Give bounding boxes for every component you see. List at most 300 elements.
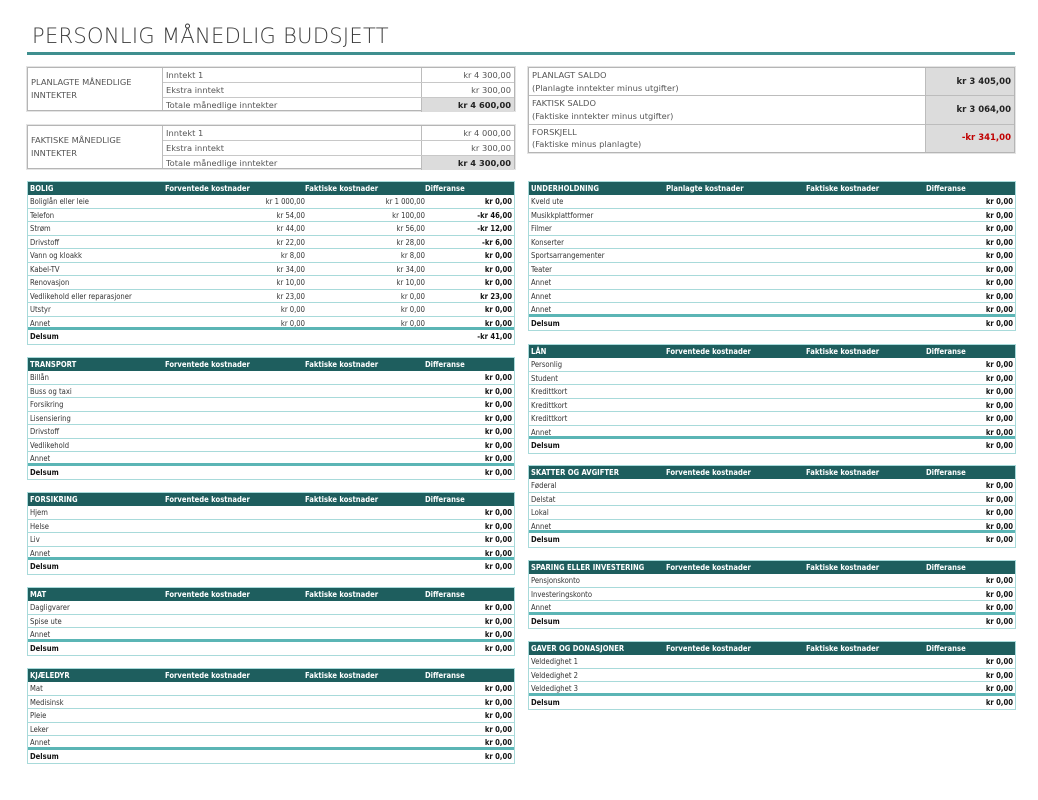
- income-row: [163, 141, 514, 156]
- column-header-expected: Forventede kostnader: [666, 468, 751, 477]
- expected-cost-cell[interactable]: kr 0,00: [280, 318, 305, 328]
- row-label: Kredittkort: [531, 400, 568, 410]
- column-header-expected: Planlagte kostnader: [666, 184, 744, 193]
- table-row: [529, 263, 1015, 277]
- income-total-label: Totale månedlige inntekter: [163, 156, 422, 170]
- actual-cost-cell[interactable]: [305, 709, 425, 722]
- expected-cost-cell[interactable]: kr 54,00: [276, 210, 305, 220]
- table-row: [529, 479, 1015, 493]
- expected-cost-cell[interactable]: [666, 195, 806, 208]
- column-header-difference: Differanse: [425, 184, 465, 193]
- table-header: [529, 642, 1015, 655]
- table-row: [28, 425, 514, 439]
- expected-cost-cell[interactable]: [666, 426, 806, 437]
- expected-cost-cell[interactable]: [666, 263, 806, 276]
- row-label: Telefon: [30, 210, 55, 220]
- difference-cell: kr 0,00: [484, 697, 512, 707]
- actual-cost-cell[interactable]: kr 8,00: [400, 251, 425, 260]
- income-row-label: Ekstra inntekt: [163, 141, 422, 155]
- actual-cost-cell[interactable]: [806, 358, 926, 371]
- expected-cost-cell[interactable]: [666, 479, 806, 492]
- subtotal-label: Delsum: [531, 441, 560, 450]
- difference-cell: kr 0,00: [484, 305, 512, 314]
- table-row: [529, 669, 1015, 683]
- table-row: [529, 426, 1015, 440]
- row-label: Vedlikehold: [30, 440, 70, 450]
- row-label: Kredittkort: [531, 414, 568, 423]
- actual-cost-cell[interactable]: [806, 209, 926, 222]
- expected-cost-cell[interactable]: [666, 303, 806, 314]
- subtotal-label: Delsum: [531, 616, 560, 626]
- table-row: [28, 385, 514, 399]
- actual-cost-cell[interactable]: [806, 655, 926, 668]
- table-row: [529, 276, 1015, 290]
- actual-cost-cell[interactable]: [806, 385, 926, 398]
- table-row: [529, 588, 1015, 602]
- table-kjaeledyr: [27, 668, 515, 764]
- difference-cell: kr 0,00: [985, 481, 1013, 490]
- table-row: [28, 263, 514, 277]
- difference-cell: kr 0,00: [484, 630, 512, 639]
- actual-cost-cell[interactable]: kr 34,00: [396, 264, 425, 274]
- planned-balance-subtitle: (Planlagte inntekter minus utgifter): [532, 82, 679, 93]
- row-label: Strøm: [30, 224, 51, 233]
- difference-cell: kr 0,00: [484, 197, 512, 206]
- table-row: [529, 385, 1015, 399]
- expected-cost-cell[interactable]: [165, 628, 305, 639]
- income-row-label: Ekstra inntekt: [163, 83, 422, 97]
- subtotal-row: [529, 439, 1015, 453]
- column-header-difference: Differanse: [926, 347, 966, 356]
- row-label: Drivstoff: [30, 427, 60, 436]
- table-row: [28, 601, 514, 615]
- table-row: [529, 493, 1015, 507]
- table-header: [529, 561, 1015, 574]
- expected-cost-cell[interactable]: [165, 533, 305, 546]
- difference-cell: kr 0,00: [985, 670, 1013, 680]
- expected-cost-cell[interactable]: [666, 520, 806, 531]
- difference-cell: kr 0,00: [484, 711, 512, 720]
- planned-balance-row: [529, 68, 1014, 96]
- subtotal-expected: [666, 533, 806, 547]
- actual-income-label: FAKTISKE MÅNEDLIGE INNTEKTER: [28, 126, 163, 168]
- column-header-expected: Forventede kostnader: [165, 590, 250, 599]
- actual-cost-cell[interactable]: [806, 249, 926, 262]
- difference-cell: kr 0,00: [484, 738, 512, 747]
- subtotal-row: [529, 317, 1015, 331]
- subtotal-difference: -kr 41,00: [477, 332, 512, 341]
- difference-cell: kr 0,00: [484, 440, 512, 450]
- expected-cost-cell[interactable]: kr 0,00: [280, 305, 305, 314]
- planned-income-box: [27, 67, 515, 111]
- difference-title: FORSKJELL: [532, 126, 577, 137]
- difference-cell: kr 23,00: [480, 291, 512, 301]
- difference-cell: kr 0,00: [985, 237, 1013, 247]
- actual-cost-cell[interactable]: [806, 195, 926, 208]
- income-row: [163, 68, 514, 83]
- expected-cost-cell[interactable]: [666, 209, 806, 222]
- expected-cost-cell[interactable]: [165, 696, 305, 709]
- difference-cell: kr 0,00: [985, 494, 1013, 504]
- actual-cost-cell[interactable]: [305, 385, 425, 398]
- income-row-value[interactable]: kr 300,00: [471, 85, 511, 95]
- actual-cost-cell[interactable]: [806, 520, 926, 531]
- difference-cell: kr 0,00: [484, 616, 512, 626]
- income-row-value[interactable]: kr 4 000,00: [463, 128, 511, 138]
- subtotal-row: [28, 642, 514, 656]
- difference-cell: kr 0,00: [985, 264, 1013, 274]
- subtotal-row: [529, 615, 1015, 629]
- actual-cost-cell[interactable]: [305, 398, 425, 411]
- row-label: Forsikring: [30, 400, 64, 409]
- actual-cost-cell[interactable]: [806, 412, 926, 425]
- category-title: SPARING ELLER INVESTERING: [531, 563, 645, 572]
- subtotal-difference: kr 0,00: [985, 697, 1013, 707]
- income-row-label: Inntekt 1: [163, 126, 422, 140]
- expected-cost-cell[interactable]: kr 44,00: [276, 224, 305, 233]
- expected-cost-cell[interactable]: [165, 371, 305, 384]
- actual-cost-cell[interactable]: [305, 682, 425, 695]
- subtotal-difference: kr 0,00: [985, 318, 1013, 328]
- table-row: [28, 723, 514, 737]
- table-gaver: [528, 641, 1016, 710]
- expected-cost-cell[interactable]: [165, 615, 305, 628]
- row-label: Delstat: [531, 494, 556, 504]
- row-label: Føderal: [531, 481, 557, 490]
- table-mat: [27, 587, 515, 656]
- difference-cell: kr 0,00: [985, 210, 1013, 220]
- difference-cell: kr 0,00: [484, 251, 512, 260]
- expected-cost-cell[interactable]: kr 10,00: [276, 278, 305, 287]
- subtotal-label: Delsum: [531, 535, 560, 544]
- difference-cell: kr 0,00: [985, 508, 1013, 517]
- actual-cost-cell[interactable]: [806, 399, 926, 412]
- row-label: Annet: [531, 603, 552, 612]
- expected-cost-cell[interactable]: [666, 236, 806, 249]
- expected-cost-cell[interactable]: [666, 493, 806, 506]
- column-header-difference: Differanse: [425, 360, 465, 369]
- difference-cell: kr 0,00: [985, 251, 1013, 260]
- expected-cost-cell[interactable]: kr 34,00: [276, 264, 305, 274]
- planned-balance-value: kr 3 405,00: [926, 68, 1014, 95]
- subtotal-difference: kr 0,00: [484, 467, 512, 477]
- row-label: Annet: [30, 318, 51, 328]
- subtotal-label: Delsum: [30, 332, 59, 341]
- actual-cost-cell[interactable]: [305, 439, 425, 452]
- column-header-actual: Faktiske kostnader: [305, 495, 379, 504]
- subtotal-actual: [305, 642, 425, 656]
- actual-cost-cell[interactable]: kr 0,00: [400, 291, 425, 301]
- title-divider: [27, 52, 1015, 55]
- actual-cost-cell[interactable]: kr 1 000,00: [385, 197, 425, 206]
- actual-cost-cell[interactable]: [305, 371, 425, 384]
- actual-cost-cell[interactable]: [305, 547, 425, 558]
- table-row: [529, 412, 1015, 426]
- expected-cost-cell[interactable]: [666, 588, 806, 601]
- expected-cost-cell[interactable]: [666, 506, 806, 519]
- column-header-expected: Forventede kostnader: [666, 347, 751, 356]
- column-header-difference: Differanse: [425, 495, 465, 504]
- expected-cost-cell[interactable]: [666, 574, 806, 587]
- subtotal-row: [529, 696, 1015, 710]
- income-total-label: Totale månedlige inntekter: [163, 98, 422, 112]
- column-header-actual: Faktiske kostnader: [806, 184, 880, 193]
- expected-cost-cell[interactable]: kr 8,00: [280, 251, 305, 260]
- expected-cost-cell[interactable]: kr 1 000,00: [265, 197, 305, 206]
- table-row: [529, 209, 1015, 223]
- actual-cost-cell[interactable]: [305, 412, 425, 425]
- income-row: [163, 126, 514, 141]
- difference-cell: kr 0,00: [484, 264, 512, 274]
- actual-cost-cell[interactable]: [305, 736, 425, 747]
- expected-cost-cell[interactable]: [666, 601, 806, 612]
- subtotal-difference: kr 0,00: [985, 441, 1013, 450]
- difference-cell: -kr 46,00: [477, 210, 512, 220]
- table-row: [529, 290, 1015, 304]
- column-header-actual: Faktiske kostnader: [305, 360, 379, 369]
- expected-cost-cell[interactable]: [666, 682, 806, 693]
- subtotal-label: Delsum: [30, 562, 59, 571]
- expected-cost-cell[interactable]: [165, 506, 305, 519]
- actual-cost-cell[interactable]: kr 28,00: [396, 237, 425, 247]
- actual-cost-cell[interactable]: [806, 601, 926, 612]
- table-underholdning: [528, 181, 1016, 331]
- subtotal-actual: [806, 615, 926, 629]
- actual-cost-cell[interactable]: [305, 452, 425, 463]
- income-row-label: Inntekt 1: [163, 68, 422, 82]
- row-label: Sportsarrangementer: [531, 251, 605, 260]
- table-row: [529, 655, 1015, 669]
- table-row: [529, 520, 1015, 534]
- expected-cost-cell[interactable]: [165, 412, 305, 425]
- actual-cost-cell[interactable]: [305, 696, 425, 709]
- row-label: Annet: [30, 630, 51, 639]
- subtotal-difference: kr 0,00: [484, 751, 512, 761]
- table-header: [28, 493, 514, 506]
- column-header-difference: Differanse: [926, 468, 966, 477]
- row-label: Pensjonskonto: [531, 576, 580, 585]
- expected-cost-cell[interactable]: kr 23,00: [276, 291, 305, 301]
- difference-cell: kr 0,00: [484, 521, 512, 531]
- subtotal-actual: [305, 560, 425, 574]
- category-title: UNDERHOLDNING: [531, 184, 599, 193]
- actual-cost-cell[interactable]: [305, 425, 425, 438]
- column-header-expected: Forventede kostnader: [666, 563, 751, 572]
- subtotal-actual: [305, 750, 425, 764]
- actual-cost-cell[interactable]: kr 10,00: [396, 278, 425, 287]
- table-row: [28, 696, 514, 710]
- table-row: [529, 249, 1015, 263]
- difference-cell: kr 0,00: [484, 535, 512, 544]
- table-bolig: [27, 181, 515, 345]
- table-header: [529, 182, 1015, 195]
- difference-cell: -kr 12,00: [477, 224, 512, 233]
- actual-cost-cell[interactable]: [806, 588, 926, 601]
- difference-cell: kr 0,00: [985, 278, 1013, 287]
- difference-cell: kr 0,00: [985, 197, 1013, 206]
- actual-cost-cell[interactable]: [806, 493, 926, 506]
- category-title: TRANSPORT: [30, 360, 77, 369]
- table-row: [28, 317, 514, 331]
- difference-cell: kr 0,00: [985, 224, 1013, 233]
- expected-cost-cell[interactable]: [666, 222, 806, 235]
- expected-cost-cell[interactable]: [165, 682, 305, 695]
- actual-balance-value: kr 3 064,00: [926, 96, 1014, 123]
- planned-balance-title: PLANLAGT SALDO: [532, 70, 607, 80]
- actual-cost-cell[interactable]: kr 100,00: [392, 210, 425, 220]
- expected-cost-cell[interactable]: [666, 412, 806, 425]
- actual-cost-cell[interactable]: [806, 506, 926, 519]
- row-label: Veldedighet 1: [531, 657, 579, 666]
- subtotal-expected: [165, 560, 305, 574]
- income-row-value[interactable]: kr 300,00: [471, 143, 511, 153]
- difference-cell: kr 0,00: [484, 400, 512, 409]
- subtotal-expected: [666, 317, 806, 331]
- difference-cell: kr 0,00: [484, 386, 512, 396]
- row-label: Veldedighet 2: [531, 670, 579, 680]
- expected-cost-cell[interactable]: [165, 398, 305, 411]
- category-title: LÅN: [531, 347, 547, 356]
- expected-cost-cell[interactable]: [666, 290, 806, 303]
- table-row: [529, 372, 1015, 386]
- expected-cost-cell[interactable]: [666, 372, 806, 385]
- table-row: [28, 276, 514, 290]
- difference-cell: kr 0,00: [985, 521, 1013, 531]
- expected-cost-cell[interactable]: [165, 425, 305, 438]
- table-row: [28, 398, 514, 412]
- expected-cost-cell[interactable]: [666, 276, 806, 289]
- row-label: Teater: [531, 264, 552, 274]
- actual-cost-cell[interactable]: [806, 222, 926, 235]
- actual-cost-cell[interactable]: kr 0,00: [400, 305, 425, 314]
- column-header-expected: Forventede kostnader: [165, 495, 250, 504]
- subtotal-difference: kr 0,00: [985, 535, 1013, 544]
- difference-cell: kr 0,00: [484, 724, 512, 734]
- actual-cost-cell[interactable]: [305, 533, 425, 546]
- actual-cost-cell[interactable]: [806, 682, 926, 693]
- difference-cell: kr 0,00: [985, 387, 1013, 396]
- expected-cost-cell[interactable]: [165, 520, 305, 533]
- row-label: Liv: [30, 535, 40, 544]
- expected-cost-cell[interactable]: [165, 601, 305, 614]
- actual-cost-cell[interactable]: [806, 290, 926, 303]
- row-label: Renovasjon: [30, 278, 70, 287]
- expected-cost-cell[interactable]: [165, 385, 305, 398]
- row-label: Annet: [531, 521, 552, 531]
- row-label: Hjem: [30, 508, 48, 517]
- table-row: [28, 709, 514, 723]
- table-row: [28, 236, 514, 250]
- column-header-actual: Faktiske kostnader: [806, 468, 880, 477]
- difference-cell: kr 0,00: [484, 427, 512, 436]
- table-row: [529, 222, 1015, 236]
- subtotal-actual: [806, 317, 926, 331]
- actual-cost-cell[interactable]: [806, 372, 926, 385]
- table-row: [529, 506, 1015, 520]
- row-label: Kabel-TV: [30, 264, 60, 274]
- row-label: Lisensiering: [30, 413, 71, 423]
- difference-cell: kr 0,00: [985, 305, 1013, 314]
- row-label: Annet: [30, 454, 51, 463]
- actual-cost-cell[interactable]: [305, 506, 425, 519]
- actual-cost-cell[interactable]: [305, 601, 425, 614]
- expected-cost-cell[interactable]: [165, 723, 305, 736]
- actual-balance-subtitle: (Faktiske inntekter minus utgifter): [532, 110, 674, 121]
- actual-cost-cell[interactable]: kr 0,00: [400, 318, 425, 328]
- page-title: PERSONLIG MÅNEDLIG BUDSJETT: [32, 24, 389, 48]
- actual-cost-cell[interactable]: [806, 276, 926, 289]
- income-total-value: kr 4 600,00: [422, 98, 514, 112]
- table-laan: [528, 344, 1016, 454]
- actual-cost-cell[interactable]: [806, 263, 926, 276]
- row-label: Lokal: [531, 508, 549, 517]
- subtotal-label: Delsum: [531, 318, 560, 328]
- subtotal-actual: [806, 439, 926, 453]
- difference-cell: kr 0,00: [985, 589, 1013, 599]
- row-label: Spise ute: [30, 616, 62, 626]
- column-header-difference: Differanse: [926, 184, 966, 193]
- actual-cost-cell[interactable]: [305, 628, 425, 639]
- row-label: Mat: [30, 684, 43, 693]
- row-label: Pleie: [30, 711, 47, 720]
- table-row: [28, 439, 514, 453]
- expected-cost-cell[interactable]: [165, 439, 305, 452]
- row-label: Annet: [531, 291, 552, 301]
- subtotal-row: [28, 330, 514, 344]
- difference-cell: kr 0,00: [484, 603, 512, 612]
- table-row: [28, 412, 514, 426]
- expected-cost-cell[interactable]: [666, 249, 806, 262]
- column-header-difference: Differanse: [926, 563, 966, 572]
- difference-cell: -kr 6,00: [482, 237, 512, 247]
- actual-cost-cell[interactable]: [806, 479, 926, 492]
- subtotal-difference: kr 0,00: [985, 616, 1013, 626]
- row-label: Kveld ute: [531, 197, 564, 206]
- expected-cost-cell[interactable]: [666, 399, 806, 412]
- expected-cost-cell[interactable]: [165, 452, 305, 463]
- table-row: [28, 303, 514, 317]
- actual-cost-cell[interactable]: [806, 236, 926, 249]
- actual-cost-cell[interactable]: [806, 303, 926, 314]
- expected-cost-cell[interactable]: [666, 669, 806, 682]
- expected-cost-cell[interactable]: kr 22,00: [276, 237, 305, 247]
- table-row: [529, 195, 1015, 209]
- column-header-actual: Faktiske kostnader: [806, 644, 880, 653]
- subtotal-actual: [806, 696, 926, 710]
- column-header-actual: Faktiske kostnader: [806, 347, 880, 356]
- table-row: [28, 195, 514, 209]
- expected-cost-cell[interactable]: [666, 358, 806, 371]
- expected-cost-cell[interactable]: [165, 736, 305, 747]
- actual-cost-cell[interactable]: kr 56,00: [396, 224, 425, 233]
- actual-cost-cell[interactable]: [806, 574, 926, 587]
- actual-cost-cell[interactable]: [305, 723, 425, 736]
- expected-cost-cell[interactable]: [666, 655, 806, 668]
- expected-cost-cell[interactable]: [666, 385, 806, 398]
- income-row-value[interactable]: kr 4 300,00: [463, 70, 511, 80]
- expected-cost-cell[interactable]: [165, 547, 305, 558]
- actual-cost-cell[interactable]: [305, 520, 425, 533]
- row-label: Personlig: [531, 360, 563, 369]
- actual-cost-cell[interactable]: [305, 615, 425, 628]
- expected-cost-cell[interactable]: [165, 709, 305, 722]
- actual-cost-cell[interactable]: [806, 426, 926, 437]
- actual-cost-cell[interactable]: [806, 669, 926, 682]
- subtotal-expected: [165, 466, 305, 480]
- row-label: Konserter: [531, 237, 564, 247]
- column-header-expected: Forventede kostnader: [666, 644, 751, 653]
- difference-cell: kr 0,00: [985, 360, 1013, 369]
